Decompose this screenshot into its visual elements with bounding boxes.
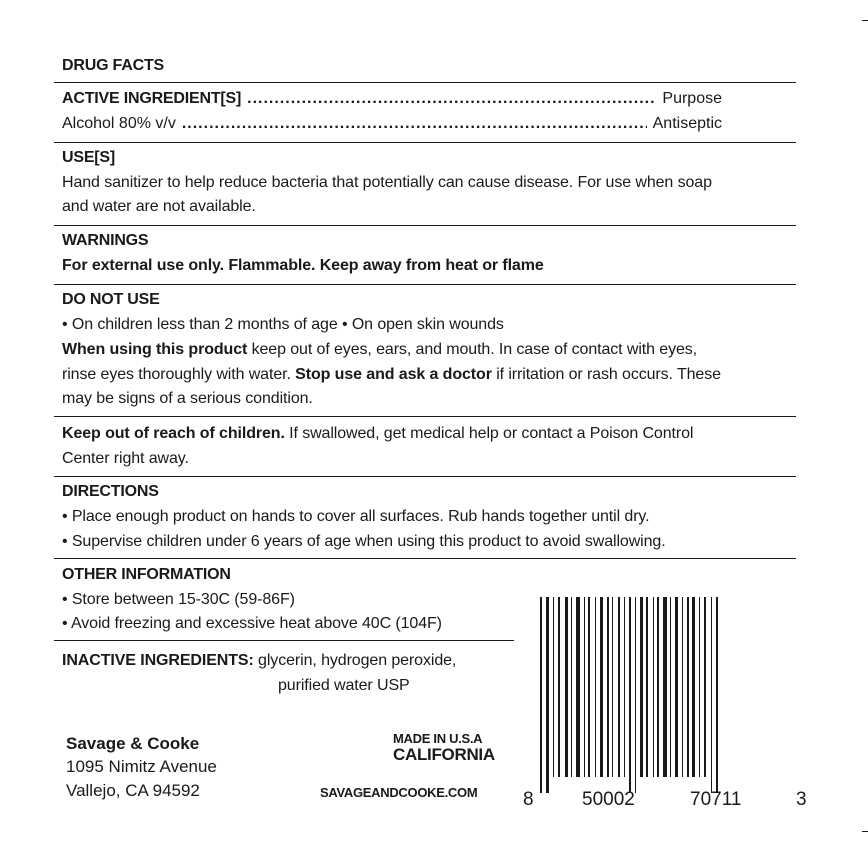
inactive-label: INACTIVE INGREDIENTS: — [62, 652, 254, 669]
upc-barcode — [520, 595, 816, 810]
company-address-2: Vallejo, CA 94592 — [66, 781, 200, 800]
barcode-bar — [553, 597, 554, 777]
directions-heading: DIRECTIONS — [62, 483, 159, 500]
ingredient-purpose: Antiseptic — [652, 115, 722, 132]
barcode-bar — [584, 597, 585, 777]
stop-use-label: Stop use and ask a doctor — [295, 366, 492, 383]
barcode-bar — [635, 597, 636, 793]
barcode-digit-left: 8 — [523, 789, 534, 810]
other-info-line-1: • Store between 15-30C (59-86F) — [62, 591, 295, 608]
ingredient-row — [62, 115, 722, 133]
divider-6 — [54, 476, 796, 477]
ingredient-name: Alcohol 80% v/v — [62, 115, 176, 132]
company-address-1: 1095 Nimitz Avenue — [66, 757, 217, 776]
uses-line-1: Hand sanitizer to help reduce bacteria that potentially can cause disease. For use when soap — [62, 174, 712, 191]
barcode-bar — [687, 597, 689, 777]
made-in-line-1: MADE IN U.S.A — [393, 731, 483, 746]
do-not-use-line-4: may be signs of a serious condition. — [62, 390, 313, 407]
active-ingredient-row — [62, 90, 722, 108]
other-info-line-2: • Avoid freezing and excessive heat above 40C (104F) — [62, 615, 442, 632]
warnings-text: For external use only. Flammable. Keep away from heat or flame — [62, 257, 544, 274]
other-info-heading: OTHER INFORMATION — [62, 566, 231, 583]
drug-facts-heading: DRUG FACTS — [62, 57, 165, 74]
divider-5 — [54, 416, 796, 417]
divider-3 — [54, 225, 796, 226]
barcode-bar — [629, 597, 631, 793]
barcode-bar — [607, 597, 609, 777]
directions-line-1: • Place enough product on hands to cover all surfaces. Rub hands together until dry. — [62, 508, 650, 525]
barcode-bar — [618, 597, 620, 777]
barcode-bar — [588, 597, 590, 777]
crop-mark-bottom — [862, 831, 868, 832]
barcode-bar — [640, 597, 643, 777]
divider-7 — [54, 558, 796, 559]
do-not-use-heading: DO NOT USE — [62, 291, 160, 308]
stop-use-text: if irritation or rash occurs. These — [491, 366, 721, 383]
barcode-bar — [600, 597, 603, 777]
barcode-bar — [699, 597, 700, 777]
keep-out-line-2: Center right away. — [62, 450, 189, 467]
barcode-group-1: 50002 — [582, 789, 635, 810]
when-using-text: keep out of eyes, ears, and mouth. In case of contact with eyes, — [247, 341, 698, 358]
barcode-bar — [571, 597, 572, 777]
barcode-group-2: 70711 — [690, 789, 742, 810]
barcode-bar — [716, 597, 718, 793]
purpose-label: Purpose — [662, 90, 722, 107]
barcode-bar — [612, 597, 613, 777]
barcode-bar — [682, 597, 683, 777]
when-using-label: When using this product — [62, 341, 248, 358]
when-using-line — [62, 341, 697, 359]
divider-1 — [54, 82, 796, 83]
rinse-line — [62, 366, 721, 384]
directions-line-2: • Supervise children under 6 years of age when using this product to avoid swallowing. — [62, 533, 666, 550]
barcode-bar — [576, 597, 580, 777]
barcode-bar — [653, 597, 654, 777]
rinse-text: rinse eyes thoroughly with water. — [62, 366, 296, 383]
barcode-bar — [711, 597, 712, 793]
dot-leader — [182, 115, 647, 133]
barcode-bar — [657, 597, 659, 777]
barcode-bar — [624, 597, 625, 777]
divider-8 — [54, 640, 514, 641]
warnings-heading: WARNINGS — [62, 232, 149, 249]
active-ingredient-heading: ACTIVE INGREDIENT[S] — [62, 90, 242, 107]
barcode-bar — [675, 597, 678, 777]
inactive-line-1 — [62, 652, 456, 670]
barcode-bar — [704, 597, 706, 777]
barcode-bar — [663, 597, 667, 777]
barcode-bar — [595, 597, 596, 777]
barcode-bar — [565, 597, 568, 777]
divider-4 — [54, 284, 796, 285]
keep-out-label: Keep out of reach of children. — [62, 425, 285, 442]
made-in-line-2: CALIFORNIA — [393, 745, 495, 764]
company-name: Savage & Cooke — [66, 734, 200, 753]
crop-mark-top — [862, 20, 868, 21]
keep-out-line — [62, 425, 693, 443]
keep-out-text: If swallowed, get medical help or contact a Poison Control — [284, 425, 694, 442]
uses-heading: USE[S] — [62, 149, 116, 166]
barcode-bar — [646, 597, 648, 777]
divider-2 — [54, 142, 796, 143]
do-not-use-line-1: • On children less than 2 months of age • On open skin wounds — [62, 316, 504, 333]
barcode-bar — [670, 597, 671, 777]
uses-line-2: and water are not available. — [62, 198, 256, 215]
barcode-bar — [692, 597, 695, 777]
barcode-bars — [540, 597, 718, 793]
inactive-line-2: purified water USP — [278, 677, 410, 694]
barcode-digit-right: 3 — [796, 789, 807, 810]
dot-leader — [247, 90, 656, 108]
website: SAVAGEANDCOOKE.COM — [320, 785, 478, 800]
barcode-bar — [558, 597, 560, 777]
inactive-text-1: glycerin, hydrogen peroxide, — [253, 652, 457, 669]
barcode-bar — [546, 597, 549, 793]
barcode-bar — [540, 597, 542, 793]
